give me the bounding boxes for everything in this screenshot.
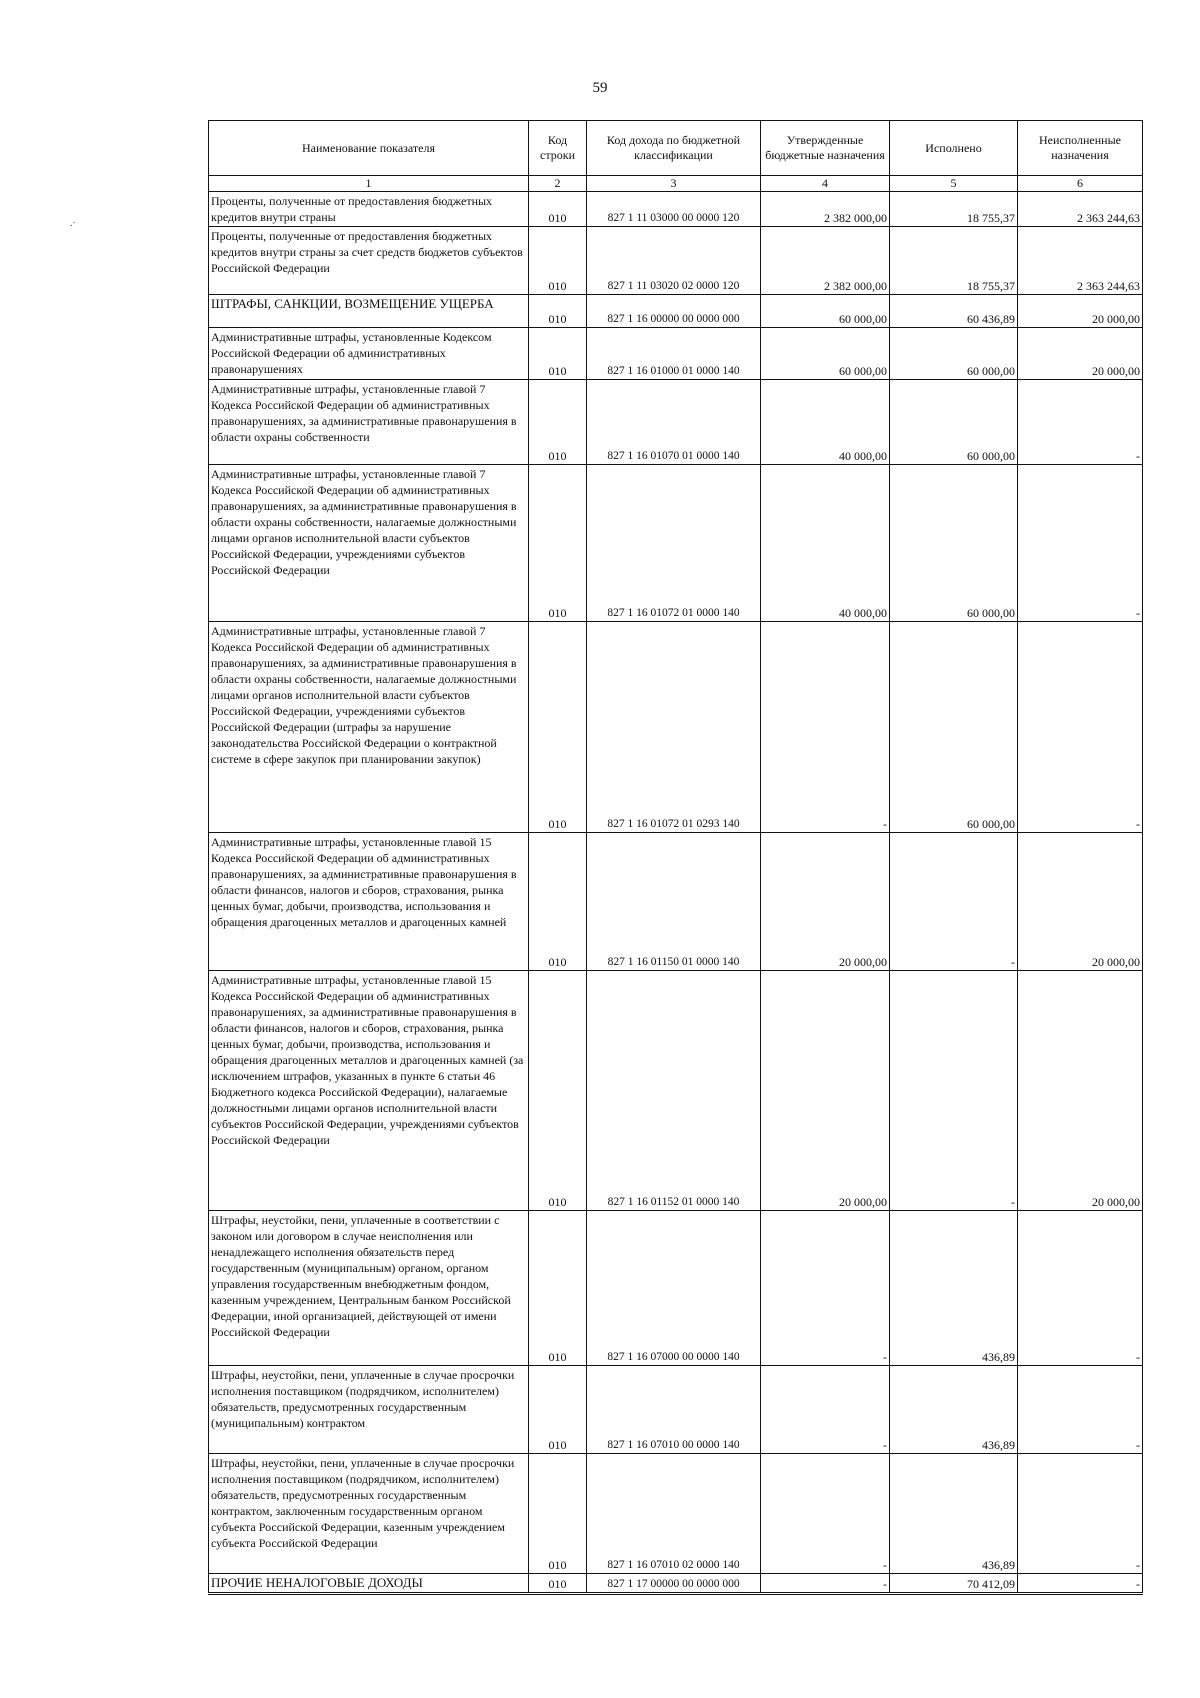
table-row [209,971,1143,1211]
row-name: Штрафы, неустойки, пени, уплаченные в случае просрочки исполнения поставщиком (подрядчиком, исполнителем) обязательств, предусмотренных государственным контрактом, заключенным государственным органом субъекта Российской Федерации, казенным учреждением субъекта Российской Федерации [209,1454,529,1574]
header-unexecuted: Неисполненные назначения [1018,121,1143,176]
row-name: Проценты, полученные от предоставления бюджетных кредитов внутри страны за счет средств бюджетов субъектов Российской Федерации [209,227,529,295]
column-number: 5 [890,176,1018,192]
row-unexecuted: 20 000,00 [1018,295,1143,328]
table-row [209,380,1143,465]
row-kbk: 827 1 16 07010 00 0000 140 [587,1366,761,1454]
row-name: Штрафы, неустойки, пени, уплаченные в соответствии с законом или договором в случае неисполнения или ненадлежащего исполнения обязательств перед государственным (муниципальным) органом, органом управления государственным внебюджетным фондом, казенным учреждением, Центральным банком Российской Федерации, иной организацией, действующей от имени Российской Федерации [209,1211,529,1366]
table-row [209,833,1143,971]
row-name: Административные штрафы, установленные главой 15 Кодекса Российской Федерации об административных правонарушениях, за административные правонарушения в области финансов, налогов и сборов, страхования, рынка ценных бумаг, добычи, производства, использования и обращения драгоценных металлов и драгоценных камней [209,833,529,971]
row-approved: 20 000,00 [761,833,890,971]
row-approved: 20 000,00 [761,971,890,1211]
row-approved: 40 000,00 [761,380,890,465]
row-kbk: 827 1 16 07010 02 0000 140 [587,1454,761,1574]
row-kbk: 827 1 16 01000 01 0000 140 [587,328,761,380]
row-code: 010 [529,380,587,465]
row-unexecuted: 2 363 244,63 [1018,227,1143,295]
row-name: Административные штрафы, установленные главой 15 Кодекса Российской Федерации об административных правонарушениях, за административные правонарушения в области финансов, налогов и сборов, страхования, рынка ценных бумаг, добычи, производства, использования и обращения драгоценных металлов и драгоценных камней (за исключением штрафов, указанных в пункте 6 статьи 46 Бюджетного кодекса Российской Федерации), налагаемые должностными лицами органов исполнительной власти субъектов Российской Федерации, учреждениями субъектов Российской Федерации [209,971,529,1211]
row-code: 010 [529,1366,587,1454]
row-kbk: 827 1 16 00000 00 0000 000 [587,295,761,328]
row-executed: 436,89 [890,1211,1018,1366]
row-unexecuted: - [1018,1574,1143,1594]
row-approved: 2 382 000,00 [761,227,890,295]
row-code: 010 [529,833,587,971]
row-unexecuted: - [1018,622,1143,833]
column-number: 4 [761,176,890,192]
header-line-code: Код строки [529,121,587,176]
header-name: Наименование показателя [209,121,529,176]
row-kbk: 827 1 16 01150 01 0000 140 [587,833,761,971]
row-code: 010 [529,465,587,622]
row-unexecuted: - [1018,1211,1143,1366]
table-row [209,622,1143,833]
row-unexecuted: 20 000,00 [1018,971,1143,1211]
row-executed: 436,89 [890,1366,1018,1454]
row-kbk: 827 1 11 03000 00 0000 120 [587,192,761,227]
row-name: Проценты, полученные от предоставления бюджетных кредитов внутри страны [209,192,529,227]
row-executed: 70 412,09 [890,1574,1018,1594]
row-approved: - [761,1211,890,1366]
row-executed: 60 000,00 [890,328,1018,380]
table-row [209,1211,1143,1366]
row-kbk: 827 1 16 01152 01 0000 140 [587,971,761,1211]
row-code: 010 [529,1574,587,1594]
table-row [209,465,1143,622]
row-name: Административные штрафы, установленные главой 7 Кодекса Российской Федерации об административных правонарушениях, за административные правонарушения в области охраны собственности, налагаемые должностными лицами органов исполнительной власти субъектов Российской Федерации, учреждениями субъектов Российской Федерации [209,465,529,622]
row-approved: 60 000,00 [761,328,890,380]
header-approved: Утвержденные бюджетные назначения [761,121,890,176]
scan-speck: .· [70,218,76,229]
row-approved: 40 000,00 [761,465,890,622]
row-unexecuted: - [1018,1366,1143,1454]
row-executed: - [890,833,1018,971]
row-unexecuted: 20 000,00 [1018,328,1143,380]
row-executed: 60 436,89 [890,295,1018,328]
row-executed: 18 755,37 [890,192,1018,227]
row-name: Административные штрафы, установленные главой 7 Кодекса Российской Федерации об административных правонарушениях, за административные правонарушения в области охраны собственности, налагаемые должностными лицами органов исполнительной власти субъектов Российской Федерации, учреждениями субъектов Российской Федерации (штрафы за нарушение законодательства Российской Федерации о контрактной системе в сфере закупок при планировании закупок) [209,622,529,833]
row-kbk: 827 1 16 01072 01 0293 140 [587,622,761,833]
row-code: 010 [529,1211,587,1366]
row-code: 010 [529,971,587,1211]
row-code: 010 [529,227,587,295]
row-kbk: 827 1 17 00000 00 0000 000 [587,1574,761,1594]
table-row [209,295,1143,328]
row-kbk: 827 1 11 03020 02 0000 120 [587,227,761,295]
column-number: 2 [529,176,587,192]
table-row [209,1454,1143,1574]
column-number-row [209,176,1143,192]
row-approved: 60 000,00 [761,295,890,328]
table-row [209,192,1143,227]
row-unexecuted: 2 363 244,63 [1018,192,1143,227]
table-row [209,1366,1143,1454]
row-approved: - [761,1574,890,1594]
budget-income-table [208,120,1143,1595]
row-code: 010 [529,295,587,328]
table-row [209,328,1143,380]
header-row [209,121,1143,176]
row-unexecuted: 20 000,00 [1018,833,1143,971]
header-executed: Исполнено [890,121,1018,176]
row-unexecuted: - [1018,465,1143,622]
row-code: 010 [529,328,587,380]
row-unexecuted: - [1018,1454,1143,1574]
row-approved: - [761,622,890,833]
row-kbk: 827 1 16 01072 01 0000 140 [587,465,761,622]
row-code: 010 [529,1454,587,1574]
row-approved: - [761,1366,890,1454]
table-row [209,227,1143,295]
row-executed: 60 000,00 [890,465,1018,622]
row-name: Административные штрафы, установленные Кодексом Российской Федерации об административных правонарушениях [209,328,529,380]
row-kbk: 827 1 16 07000 00 0000 140 [587,1211,761,1366]
row-name: ПРОЧИЕ НЕНАЛОГОВЫЕ ДОХОДЫ [209,1574,529,1594]
row-approved: 2 382 000,00 [761,192,890,227]
column-number: 3 [587,176,761,192]
column-number: 6 [1018,176,1143,192]
row-kbk: 827 1 16 01070 01 0000 140 [587,380,761,465]
row-executed: 60 000,00 [890,380,1018,465]
table-row [209,1574,1143,1594]
row-name: Штрафы, неустойки, пени, уплаченные в случае просрочки исполнения поставщиком (подрядчиком, исполнителем) обязательств, предусмотренных государственным (муниципальным) контрактом [209,1366,529,1454]
row-approved: - [761,1454,890,1574]
column-number: 1 [209,176,529,192]
row-unexecuted: - [1018,380,1143,465]
row-name: ШТРАФЫ, САНКЦИИ, ВОЗМЕЩЕНИЕ УЩЕРБА [209,295,529,328]
row-executed: 436,89 [890,1454,1018,1574]
row-code: 010 [529,192,587,227]
row-name: Административные штрафы, установленные главой 7 Кодекса Российской Федерации об административных правонарушениях, за административные правонарушения в области охраны собственности [209,380,529,465]
row-executed: 18 755,37 [890,227,1018,295]
page-number: 59 [592,80,608,96]
row-executed: 60 000,00 [890,622,1018,833]
header-kbk: Код дохода по бюджетной классификации [587,121,761,176]
row-executed: - [890,971,1018,1211]
row-code: 010 [529,622,587,833]
